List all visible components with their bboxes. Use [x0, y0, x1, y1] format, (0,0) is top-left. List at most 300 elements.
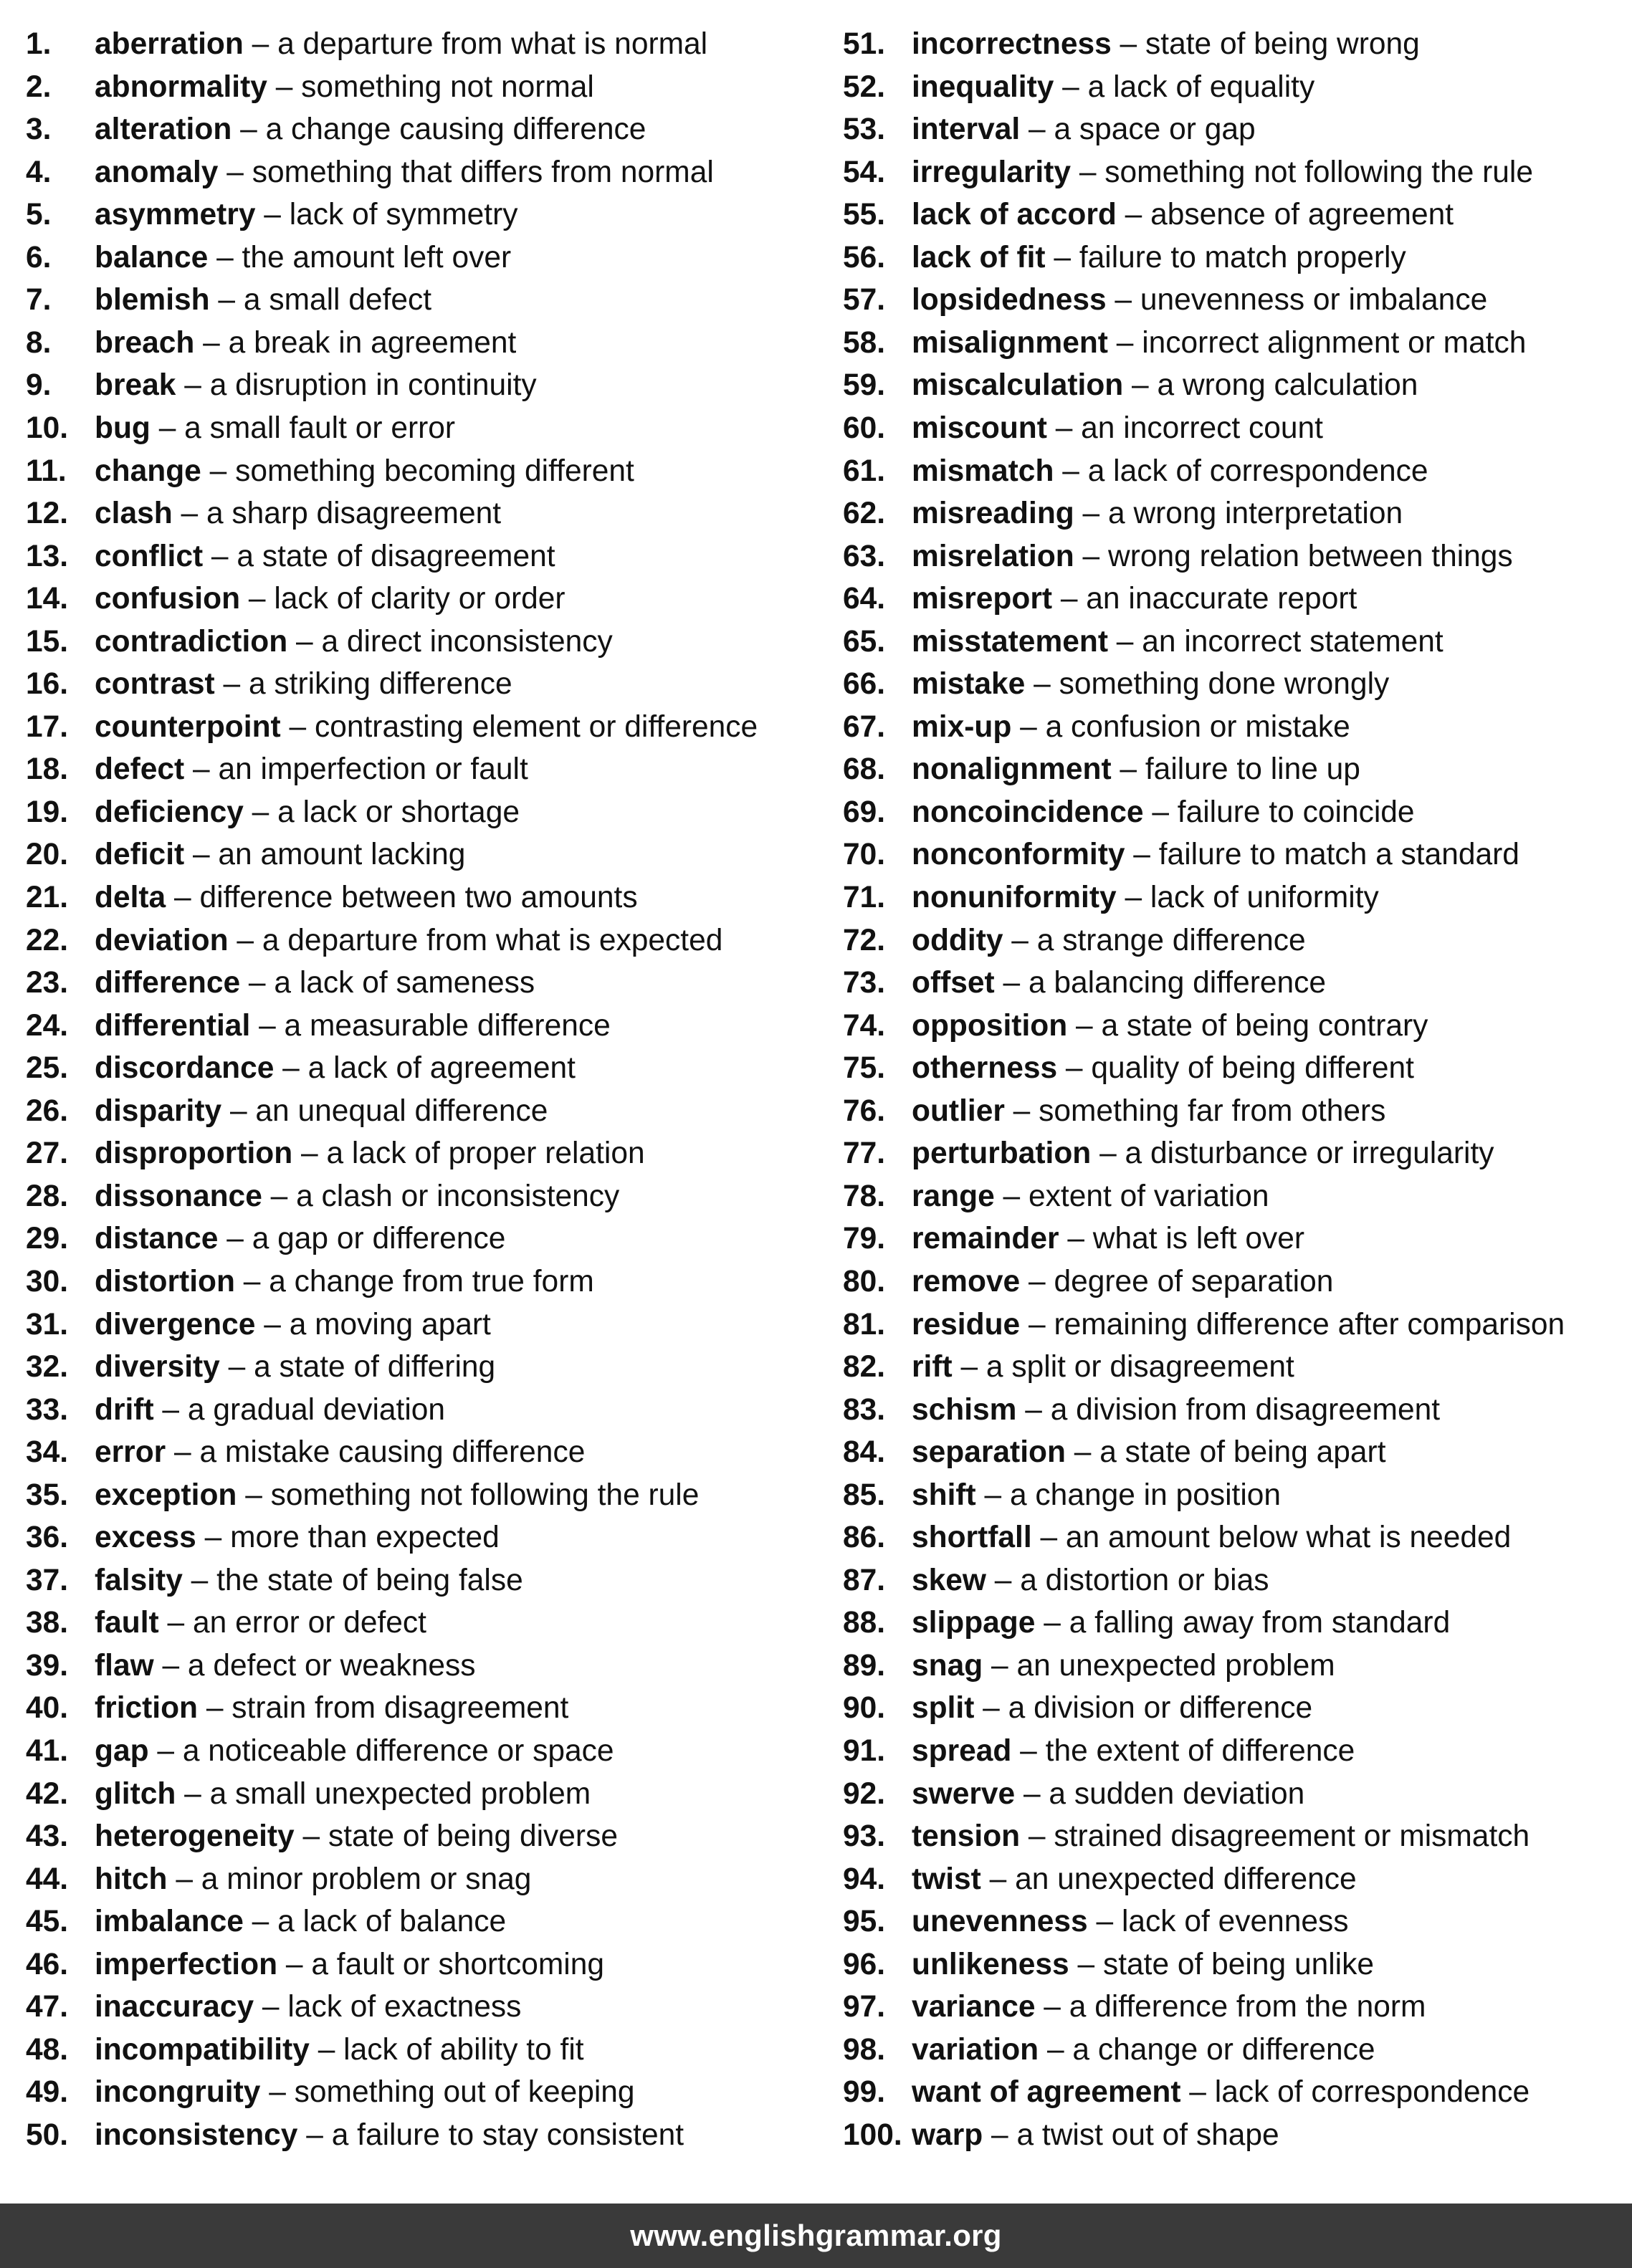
list-item: [843, 151, 1533, 194]
item-separator: –: [228, 923, 262, 957]
item-definition: a confusion or mistake: [1045, 709, 1350, 744]
item-separator: –: [1106, 283, 1140, 317]
item-word: clash: [95, 497, 173, 531]
item-definition: a twist out of shape: [1016, 2118, 1279, 2152]
item-separator: –: [234, 1264, 269, 1298]
item-number: 68.: [843, 752, 886, 787]
item-definition: lack of exactness: [287, 1990, 522, 2024]
item-number: 32.: [26, 1350, 69, 1384]
item-definition: a space or gap: [1054, 113, 1256, 147]
item-word: inaccuracy: [95, 1990, 254, 2024]
item-separator: –: [250, 1008, 285, 1043]
item-definition: a departure from what is normal: [277, 27, 708, 61]
item-word: diversity: [95, 1350, 220, 1384]
item-definition: a lack of proper relation: [326, 1137, 645, 1171]
list-item: [26, 1047, 576, 1090]
item-separator: –: [237, 1478, 271, 1512]
item-definition: lack of clarity or order: [274, 582, 566, 616]
list-item: [26, 66, 594, 109]
item-definition: failure to match properly: [1079, 240, 1406, 274]
item-number: 9.: [26, 368, 52, 403]
item-separator: –: [994, 966, 1029, 1000]
item-definition: remaining difference after comparison: [1054, 1307, 1565, 1341]
item-number: 80.: [843, 1264, 886, 1298]
item-separator: –: [1067, 1008, 1102, 1043]
item-definition: an error or defect: [192, 1606, 426, 1640]
list-item: [26, 876, 638, 919]
list-item: [843, 1858, 1357, 1901]
item-word: separation: [912, 1435, 1066, 1470]
item-word: hitch: [95, 1862, 168, 1896]
item-number: 38.: [26, 1606, 69, 1640]
item-number: 85.: [843, 1478, 886, 1512]
item-separator: –: [1054, 70, 1088, 104]
item-definition: state of being unlike: [1102, 1947, 1374, 1981]
list-item: [843, 876, 1379, 919]
item-word: swerve: [912, 1776, 1016, 1811]
item-definition: a state of differing: [254, 1350, 496, 1384]
list-item: [843, 919, 1306, 962]
item-number: 28.: [26, 1179, 69, 1213]
item-separator: –: [203, 539, 237, 573]
item-number: 50.: [26, 2118, 69, 2152]
item-separator: –: [983, 1648, 1017, 1683]
item-number: 60.: [843, 411, 886, 445]
item-definition: the extent of difference: [1045, 1734, 1355, 1768]
item-definition: a minor problem or snag: [201, 1862, 532, 1896]
item-word: friction: [95, 1691, 199, 1726]
item-number: 3.: [26, 113, 52, 147]
item-number: 36.: [26, 1521, 69, 1555]
item-number: 57.: [843, 283, 886, 317]
item-separator: –: [1123, 368, 1158, 403]
item-word: tension: [912, 1819, 1021, 1854]
item-number: 18.: [26, 752, 69, 787]
item-number: 49.: [26, 2075, 69, 2110]
item-definition: lack of correspondence: [1214, 2075, 1530, 2110]
item-separator: –: [167, 1862, 201, 1896]
item-definition: strained disagreement or mismatch: [1054, 1819, 1530, 1854]
item-number: 58.: [843, 325, 886, 360]
item-number: 16.: [26, 667, 69, 702]
item-number: 56.: [843, 240, 886, 274]
list-item: [26, 1773, 591, 1816]
item-definition: a lack of correspondence: [1087, 454, 1428, 488]
item-number: 59.: [843, 368, 886, 403]
list-item: [843, 193, 1454, 236]
item-word: balance: [95, 240, 209, 274]
item-number: 8.: [26, 325, 52, 360]
item-number: 53.: [843, 113, 886, 147]
list-item: [843, 663, 1389, 706]
list-item: [843, 1687, 1312, 1730]
item-definition: lack of ability to fit: [343, 2032, 584, 2067]
item-definition: incorrect alignment or match: [1142, 325, 1527, 360]
list-item: [26, 1090, 548, 1133]
item-word: incongruity: [95, 2075, 261, 2110]
list-item: [843, 1175, 1269, 1218]
item-word: misalignment: [912, 325, 1108, 360]
list-item: [26, 1645, 476, 1688]
list-item: [26, 1559, 523, 1602]
item-separator: –: [297, 2118, 332, 2152]
footer-url: www.englishgrammar.org: [630, 2219, 1002, 2252]
item-definition: a state of being apart: [1099, 1435, 1386, 1470]
item-word: misreport: [912, 582, 1053, 616]
item-word: mix-up: [912, 709, 1012, 744]
item-word: change: [95, 454, 201, 488]
item-definition: quality of being different: [1091, 1051, 1414, 1086]
list-item: [843, 962, 1326, 1005]
item-definition: a gradual deviation: [187, 1392, 446, 1427]
item-number: 1.: [26, 27, 52, 61]
list-item: [843, 1389, 1440, 1432]
item-separator: –: [153, 1648, 188, 1683]
list-item: [843, 450, 1428, 493]
item-definition: a state of disagreement: [237, 539, 555, 573]
item-separator: –: [254, 1990, 288, 2024]
list-item: [843, 66, 1314, 109]
item-separator: –: [1046, 411, 1082, 445]
item-word: alteration: [95, 113, 232, 147]
item-number: 22.: [26, 923, 69, 957]
item-number: 93.: [843, 1819, 886, 1854]
item-number: 71.: [843, 881, 886, 914]
item-word: blemish: [95, 283, 210, 317]
list-item: [843, 1602, 1450, 1645]
item-number: 75.: [843, 1051, 886, 1086]
list-item: [26, 23, 707, 66]
item-number: 48.: [26, 2032, 69, 2067]
item-definition: an incorrect count: [1081, 411, 1323, 445]
list-item: [26, 1217, 505, 1260]
item-word: miscount: [912, 411, 1047, 445]
item-separator: –: [184, 838, 219, 872]
list-item: [26, 748, 528, 791]
item-word: inequality: [912, 70, 1054, 104]
list-item: [843, 535, 1513, 578]
item-separator: –: [1087, 1905, 1122, 1939]
item-word: contrast: [95, 667, 215, 702]
list-item: [26, 236, 511, 279]
list-item: [26, 791, 520, 834]
item-separator: –: [952, 1350, 986, 1384]
item-word: unevenness: [912, 1905, 1088, 1939]
item-separator: –: [243, 27, 278, 61]
item-number: 25.: [26, 1051, 69, 1086]
list-item: [843, 1900, 1349, 1943]
item-number: 21.: [26, 881, 69, 914]
item-word: irregularity: [912, 155, 1072, 189]
list-item: [26, 1815, 618, 1858]
item-word: snag: [912, 1648, 983, 1683]
item-definition: a disruption in continuity: [209, 368, 537, 403]
item-word: exception: [95, 1478, 237, 1512]
item-word: contradiction: [95, 624, 288, 659]
list-item: [26, 1900, 506, 1943]
item-number: 66.: [843, 667, 886, 702]
list-item: [26, 1986, 521, 2029]
list-item: [26, 193, 518, 236]
list-item: [26, 151, 714, 194]
list-item: [26, 2114, 684, 2157]
item-separator: –: [1125, 838, 1159, 872]
item-definition: a difference from the norm: [1069, 1990, 1426, 2024]
item-definition: something out of keeping: [294, 2075, 635, 2110]
item-separator: –: [1003, 923, 1037, 957]
list-item: [26, 578, 566, 621]
item-number: 41.: [26, 1734, 69, 1768]
item-definition: a moving apart: [289, 1307, 491, 1341]
item-separator: –: [1074, 539, 1109, 573]
item-number: 69.: [843, 795, 886, 829]
list-item: [843, 2029, 1375, 2072]
item-definition: a change from true form: [269, 1264, 594, 1298]
item-separator: –: [172, 497, 206, 531]
item-word: slippage: [912, 1606, 1036, 1640]
list-item: [843, 1730, 1355, 1773]
list-item: [843, 23, 1420, 66]
item-separator: –: [240, 966, 275, 1000]
list-item: [26, 1005, 611, 1048]
list-item: [843, 108, 1256, 151]
list-item: [843, 1815, 1530, 1858]
item-word: lack of fit: [912, 240, 1046, 274]
list-item: [26, 1260, 594, 1303]
item-separator: –: [1107, 325, 1142, 360]
item-definition: unevenness or imbalance: [1140, 283, 1488, 317]
item-word: variance: [912, 1990, 1036, 2024]
item-definition: a small defect: [243, 283, 432, 317]
list-item: [843, 2071, 1530, 2114]
list-item: [26, 2029, 584, 2072]
list-item: [26, 1132, 645, 1175]
list-item: [26, 322, 516, 365]
list-item: [26, 833, 465, 876]
item-number: 11.: [26, 454, 67, 488]
item-number: 13.: [26, 539, 69, 573]
item-separator: –: [184, 752, 219, 787]
item-number: 29.: [26, 1222, 69, 1256]
item-separator: –: [1015, 1776, 1049, 1811]
list-item: [843, 1005, 1428, 1048]
item-number: 19.: [26, 795, 69, 829]
item-separator: –: [986, 1563, 1021, 1597]
list-item: [26, 1602, 426, 1645]
item-definition: a strange difference: [1036, 923, 1306, 957]
item-word: falsity: [95, 1563, 183, 1597]
item-word: variation: [912, 2032, 1039, 2067]
list-item: [26, 621, 613, 664]
list-item: [26, 1858, 531, 1901]
item-word: bug: [95, 411, 151, 445]
item-definition: wrong relation between things: [1108, 539, 1513, 573]
item-separator: –: [294, 1819, 328, 1854]
item-word: incorrectness: [912, 27, 1112, 61]
item-separator: –: [1035, 1990, 1069, 2024]
list-item: [26, 2071, 635, 2114]
list-item: [843, 1303, 1565, 1346]
item-number: 37.: [26, 1563, 69, 1597]
item-word: perturbation: [912, 1137, 1092, 1171]
item-separator: –: [240, 582, 275, 616]
item-word: deficit: [95, 838, 185, 872]
item-separator: –: [194, 325, 229, 360]
list-item: [843, 279, 1487, 322]
item-number: 27.: [26, 1137, 69, 1171]
item-definition: failure to coincide: [1177, 795, 1415, 829]
item-separator: –: [983, 2118, 1017, 2152]
item-number: 6.: [26, 240, 52, 274]
item-word: lopsidedness: [912, 283, 1107, 317]
item-word: want of agreement: [912, 2075, 1181, 2110]
list-item: [843, 364, 1418, 407]
item-definition: the state of being false: [216, 1563, 523, 1597]
item-word: conflict: [95, 539, 204, 573]
item-separator: –: [1039, 2032, 1073, 2067]
item-number: 31.: [26, 1307, 69, 1341]
item-separator: –: [182, 1563, 217, 1597]
item-definition: an incorrect statement: [1142, 624, 1443, 659]
list-item: [843, 1943, 1374, 1986]
item-number: 20.: [26, 838, 69, 872]
item-definition: a defect or weakness: [187, 1648, 476, 1683]
item-definition: a gap or difference: [252, 1222, 506, 1256]
item-definition: lack of symmetry: [289, 198, 518, 232]
item-number: 95.: [843, 1905, 886, 1939]
list-item: [843, 1132, 1494, 1175]
item-separator: –: [274, 1051, 308, 1086]
list-item: [843, 1645, 1335, 1688]
item-separator: –: [218, 1222, 252, 1256]
item-number: 47.: [26, 1990, 69, 2024]
item-word: drift: [95, 1392, 154, 1427]
item-number: 70.: [843, 838, 886, 872]
list-item: [843, 1516, 1511, 1559]
item-separator: –: [1071, 155, 1105, 189]
item-separator: –: [219, 1350, 254, 1384]
item-separator: –: [1180, 2075, 1215, 2110]
item-word: disparity: [95, 1094, 222, 1128]
item-separator: –: [1108, 624, 1142, 659]
item-word: deficiency: [95, 795, 244, 829]
item-number: 89.: [843, 1648, 886, 1683]
item-word: glitch: [95, 1776, 176, 1811]
item-definition: state of being wrong: [1145, 27, 1420, 61]
item-word: spread: [912, 1734, 1012, 1768]
list-item: [843, 407, 1323, 450]
item-number: 55.: [843, 198, 886, 232]
item-word: breach: [95, 325, 195, 360]
item-separator: –: [148, 1734, 183, 1768]
item-number: 10.: [26, 411, 69, 445]
item-definition: something not following the rule: [1104, 155, 1534, 189]
item-number: 42.: [26, 1776, 69, 1811]
item-definition: a direct inconsistency: [321, 624, 613, 659]
item-number: 39.: [26, 1648, 69, 1683]
item-definition: lack of evenness: [1121, 1905, 1349, 1939]
item-word: nonuniformity: [912, 881, 1117, 914]
list-item: [843, 791, 1415, 834]
list-item: [26, 1175, 619, 1218]
item-separator: –: [209, 283, 244, 317]
item-separator: –: [176, 1776, 210, 1811]
list-item: [843, 621, 1443, 664]
item-number: 91.: [843, 1734, 886, 1768]
item-number: 96.: [843, 1947, 886, 1981]
item-separator: –: [1011, 1734, 1046, 1768]
item-word: distortion: [95, 1264, 235, 1298]
item-word: skew: [912, 1563, 986, 1597]
item-number: 83.: [843, 1392, 886, 1427]
item-definition: absence of agreement: [1150, 198, 1454, 232]
list-item: [843, 833, 1519, 876]
item-number: 33.: [26, 1392, 69, 1427]
item-number: 77.: [843, 1137, 886, 1171]
item-word: opposition: [912, 1008, 1068, 1043]
item-word: distance: [95, 1222, 219, 1256]
list-item: [26, 1474, 699, 1517]
item-definition: an unexpected difference: [1015, 1862, 1357, 1896]
item-definition: a small fault or error: [184, 411, 456, 445]
list-item: [843, 1431, 1386, 1474]
item-separator: –: [975, 1478, 1010, 1512]
item-number: 12.: [26, 497, 69, 531]
item-word: residue: [912, 1307, 1021, 1341]
item-word: unlikeness: [912, 1947, 1069, 1981]
item-number: 78.: [843, 1179, 886, 1213]
item-definition: strain from disagreement: [232, 1691, 569, 1726]
list-item: [843, 578, 1357, 621]
item-separator: –: [1016, 1392, 1051, 1427]
list-item: [26, 1431, 585, 1474]
item-definition: a change causing difference: [265, 113, 646, 147]
item-definition: a lack of equality: [1087, 70, 1315, 104]
item-definition: failure to match a standard: [1158, 838, 1519, 872]
item-separator: –: [158, 1606, 193, 1640]
list-item: [843, 322, 1526, 365]
item-word: divergence: [95, 1307, 256, 1341]
item-word: fault: [95, 1606, 159, 1640]
list-item: [26, 1687, 568, 1730]
item-definition: a lack of balance: [277, 1905, 507, 1939]
list-item: [843, 1474, 1281, 1517]
item-definition: a state of being contrary: [1101, 1008, 1428, 1043]
item-definition: a change in position: [1009, 1478, 1282, 1512]
item-separator: –: [1054, 454, 1088, 488]
item-separator: –: [1143, 795, 1178, 829]
item-word: error: [95, 1435, 166, 1470]
item-number: 34.: [26, 1435, 69, 1470]
item-definition: a wrong interpretation: [1108, 497, 1403, 531]
list-item: [843, 1217, 1304, 1260]
item-number: 88.: [843, 1606, 886, 1640]
item-word: mismatch: [912, 454, 1054, 488]
item-definition: a distortion or bias: [1020, 1563, 1269, 1597]
item-separator: –: [150, 411, 185, 445]
item-word: difference: [95, 966, 241, 1000]
item-word: aberration: [95, 27, 244, 61]
item-word: twist: [912, 1862, 981, 1896]
item-separator: –: [260, 2075, 295, 2110]
item-number: 90.: [843, 1691, 886, 1726]
item-number: 5.: [26, 198, 52, 232]
item-definition: an unequal difference: [255, 1094, 548, 1128]
item-word: noncoincidence: [912, 795, 1144, 829]
footer-bar: [0, 2204, 1632, 2268]
item-separator: –: [208, 240, 242, 274]
item-word: asymmetry: [95, 198, 256, 232]
